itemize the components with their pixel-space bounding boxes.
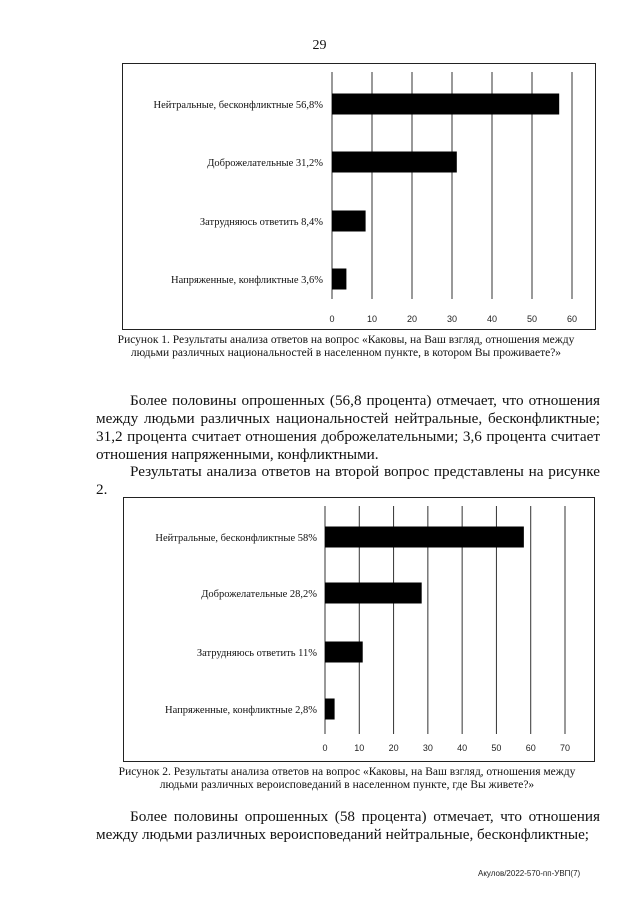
x-tick-label: 50 (491, 743, 502, 753)
x-tick-label: 0 (322, 743, 328, 753)
x-tick-label: 40 (457, 743, 468, 753)
figure-2-caption: Рисунок 2. Результаты анализа ответов на вопрос «Каковы, на Ваш взгляд, отношения между людьми различных вероисповеданий в населенном пункте, где Вы живете?» (118, 766, 576, 791)
category-label: Доброжелательные 31,2% (207, 158, 323, 169)
category-label: Доброжелательные 28,2% (201, 589, 317, 600)
x-tick-label: 50 (526, 314, 538, 324)
figure-2-chart (123, 497, 595, 762)
figure-1-caption: Рисунок 1. Результаты анализа ответов на вопрос «Каковы, на Ваш взгляд, отношения между людьми различных национальностей в населенном пункте, в котором Вы проживаете?» (117, 334, 575, 359)
bar (325, 583, 422, 604)
x-tick-label: 30 (446, 314, 458, 324)
bar (332, 211, 366, 232)
x-tick-label: 0 (329, 314, 335, 324)
paragraph-1: Более половины опрошенных (56,8 процента) отмечает, что отношения между людьми различных национальностей нейтральные, бесконфликтные; 31,2 процента считает отношения доброжелательными; 3,6 процента считает отношения напряженными, конфликтными. (96, 392, 600, 463)
category-label: Напряженные, конфликтные 2,8% (164, 705, 317, 716)
x-tick-label: 70 (559, 743, 571, 753)
bar (332, 152, 457, 173)
category-label: Нейтральные, бесконфликтные 56,8% (153, 100, 323, 111)
x-tick-label: 10 (366, 314, 378, 324)
x-tick-label: 20 (406, 314, 418, 324)
figure-1-chart (122, 63, 596, 330)
figure-1-plot (123, 64, 595, 329)
category-label: Затрудняюсь ответить 8,4% (199, 217, 323, 228)
page-number: 29 (312, 38, 327, 53)
bar (332, 269, 346, 290)
bar (332, 94, 559, 115)
x-tick-label: 20 (388, 743, 399, 753)
paragraph-2: Результаты анализа ответов на второй вопрос представлены на рисунке 2. (96, 463, 600, 498)
x-tick-label: 40 (486, 314, 498, 324)
bar (325, 699, 335, 720)
footer-code: Акулов/2022-570-пп-УВП(7) (478, 869, 581, 878)
paragraph-3: Более половины опрошенных (58 процента) отмечает, что отношения между людьми различных вероисповеданий нейтральные, бесконфликтные; (96, 808, 600, 843)
category-label: Нейтральные, бесконфликтные 58% (155, 533, 317, 544)
x-tick-label: 30 (422, 743, 433, 753)
x-tick-label: 60 (525, 743, 536, 753)
x-tick-label: 10 (354, 743, 365, 753)
figure-2-plot (124, 498, 594, 761)
category-label: Напряженные, конфликтные 3,6% (170, 275, 323, 286)
category-label: Затрудняюсь ответить 11% (196, 648, 317, 659)
x-tick-label: 60 (566, 314, 578, 324)
bar (325, 642, 363, 663)
bar (325, 527, 524, 548)
